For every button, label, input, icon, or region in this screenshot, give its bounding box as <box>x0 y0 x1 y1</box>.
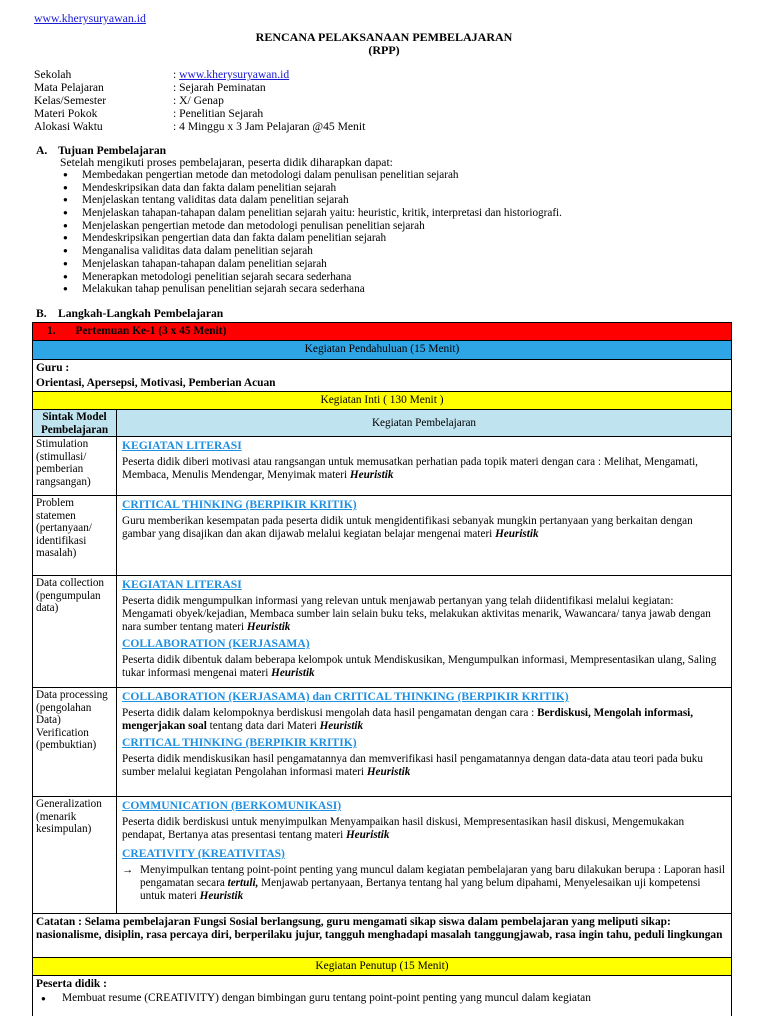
stimulation-row <box>32 437 732 496</box>
processing-row <box>32 688 732 797</box>
arrow-icon: → <box>122 864 134 876</box>
list-item: ● Mendeskripsikan data dan fakta dalam penelitian sejarah <box>60 182 562 195</box>
text: Menyimpulkan tentang point-point penting yang muncul dalam kegiatan pembelajaran yang baru dilakukan berupa : Laporan hasil pengamatan secara <box>140 864 725 889</box>
info-value: : Penelitian Sejarah <box>173 107 264 120</box>
info-value <box>173 68 365 81</box>
intro-band: Kegiatan Pendahuluan (15 Menit) <box>32 341 732 360</box>
generalization-row <box>32 797 732 914</box>
activity-heading: KEGIATAN LITERASI <box>122 439 242 452</box>
list-item: ● Menerapkan metodologi penelitian sejarah secara sederhana <box>60 271 562 284</box>
text: Peserta didik berdiskusi untuk menyimpulkan Menyampaikan hasil diskusi, Mempresentasikan hasil diskusi, Mengemukakan pendapat, Bertanya atas presentasi tentang materi <box>122 816 685 841</box>
activity-cell <box>117 688 731 796</box>
info-table <box>34 68 365 133</box>
info-value: : 4 Minggu x 3 Jam Pelajaran @45 Menit <box>173 120 366 133</box>
info-key: Kelas/Semester <box>34 94 107 107</box>
activity-cell <box>117 496 731 575</box>
list-item: ● Menjelaskan pengertian metode dan metodologi penulisan penelitian sejarah <box>60 220 562 233</box>
core-band: Kegiatan Inti ( 130 Menit ) <box>32 392 732 410</box>
info-value: : X/ Genap <box>173 94 224 107</box>
section-number: B. <box>36 307 47 320</box>
text: Guru memberikan kesempatan pada peserta didik untuk mengidentifikasi sebanyak mungkin pertanyaan yang berkaitan dengan gambar yang disajikan dan akan dijawab melalui kegiatan belajar mengenai materi <box>122 515 693 540</box>
document-subtitle: (RPP) <box>368 43 400 57</box>
guru-label: Guru : <box>36 362 70 374</box>
learning-steps-table <box>32 322 732 1016</box>
collection-row <box>32 576 732 688</box>
activity-text <box>140 864 726 903</box>
activity-text <box>122 753 726 779</box>
list-item: ● Melakukan tahap penulisan penelitian sejarah secara sederhana <box>60 283 562 296</box>
activity-cell <box>117 437 731 495</box>
section-number: A. <box>36 144 48 157</box>
activity-heading: COMMUNICATION (BERKOMUNIKASI) <box>122 799 342 812</box>
list-item: ● Menjelaskan tentang validitas data dalam penelitian sejarah <box>60 194 562 207</box>
activity-text <box>122 515 726 541</box>
activity-heading: CRITICAL THINKING (BERPIKIR KRITIK) <box>122 498 357 511</box>
section-title: Tujuan Pembelajaran <box>58 144 167 157</box>
activity-heading: CRITICAL THINKING (BERPIKIR KRITIK) <box>122 736 357 749</box>
closing-item-text: Membuat resume (CREATIVITY) dengan bimbingan guru tentang point-point penting yang muncul dalam kegiatan <box>62 992 591 1004</box>
info-colon: : <box>173 68 180 81</box>
document-title: RENCANA PELAKSANAAN PEMBELAJARAN <box>255 30 513 44</box>
text: Peserta didik mendiskusikan hasil pengamatannya dan memverifikasi hasil pengamatannya dengan data-data atau teori pada buku sumber melalui kegiatan Pengolahan informasi materi <box>122 753 703 778</box>
syntax-label: Problem statemen (pertanyaan/ identifikasi masalah) <box>33 496 117 575</box>
info-value: : Sejarah Peminatan <box>173 81 266 94</box>
activity-text <box>122 707 726 733</box>
info-row-topic <box>34 107 365 120</box>
list-item: ● Menganalisa validitas data dalam penelitian sejarah <box>60 245 562 258</box>
activity-heading: COLLABORATION (KERJASAMA) <box>122 637 310 650</box>
info-key: Materi Pokok <box>34 107 98 120</box>
syntax-label: Stimulation (stimullasi/ pemberian rangsangan) <box>33 437 117 495</box>
activity-heading: KEGIATAN LITERASI <box>122 578 242 591</box>
text: Menjawab pertanyaan, Bertanya tentang hal yang belum dipahami, Menyelesaikan uji kompetensi untuk materi <box>140 877 701 902</box>
syntax-label: Generalization (menarik kesimpulan) <box>33 797 117 913</box>
activity-heading: CREATIVITY (KREATIVITAS) <box>122 847 285 860</box>
closing-label: Peserta didik : <box>36 978 107 990</box>
text: Peserta didik dalam kelompoknya berdiskusi mengolah data hasil pengamatan dengan cara : <box>122 707 538 719</box>
emph: Heuristik <box>319 720 364 732</box>
info-row-time <box>34 120 365 133</box>
note-row: Catatan : Selama pembelajaran Fungsi Sosial berlangsung, guru mengamati sikap siswa dalam pembelajaran yang meliputi sikap: nasionalisme, disiplin, rasa percaya diri, berperilaku jujur, tangguh menghadapi masalah tanggungjawab, rasa ingin tahu, peduli lingkungan <box>32 914 732 958</box>
emph: Heuristik <box>349 469 394 481</box>
objectives-intro: Setelah mengikuti proses pembelajaran, peserta didik diharapkan dapat: <box>60 156 393 169</box>
activity-cell <box>117 797 731 913</box>
emph: Heuristik <box>246 621 291 633</box>
list-item: ● Menjelaskan tahapan-tahapan dalam penelitian sejarah yaitu: heuristic, kritik, interpretasi dan historiografi. <box>60 207 562 220</box>
column-header-syntax: Sintak Model Pembelajaran <box>33 410 117 436</box>
guru-text: Orientasi, Apersepsi, Motivasi, Pemberian Acuan <box>36 377 276 389</box>
activity-text <box>122 816 726 842</box>
list-item: ● Menjelaskan tahapan-tahapan dalam penelitian sejarah <box>60 258 562 271</box>
list-item: ● Membedakan pengertian metode dan metodologi dalam penulisan penelitian sejarah <box>60 169 562 182</box>
activity-text <box>122 654 726 680</box>
syntax-label: Data processing (pengolahan Data) Verification (pembuktian) <box>33 688 117 796</box>
info-key: Alokasi Waktu <box>34 120 103 133</box>
problem-row <box>32 496 732 576</box>
info-row-class <box>34 94 365 107</box>
text: Peserta didik dibentuk dalam beberapa kelompok untuk Mendiskusikan, Mengumpulkan informasi, Mempresentasikan ulang, Saling tukar informasi mengenai materi <box>122 654 717 679</box>
school-link[interactable]: www.kherysuryawan.id <box>179 68 290 81</box>
emph: Heuristik <box>366 766 411 778</box>
activity-text <box>122 456 726 482</box>
syntax-label: Data collection (pengumpulan data) <box>33 576 117 687</box>
section-b-heading <box>36 307 223 320</box>
emph: tertuli, <box>227 877 259 889</box>
emph: Heuristik <box>345 829 390 841</box>
info-row-subject <box>34 81 365 94</box>
meeting-title: 1. Pertemuan Ke-1 (3 x 45 Menit) <box>47 325 227 337</box>
bullet-icon: ● <box>41 994 46 1003</box>
objectives-list <box>60 169 562 296</box>
info-key: Sekolah <box>34 68 72 81</box>
closing-row <box>32 976 732 1016</box>
column-header-row <box>32 410 732 437</box>
list-item <box>36 992 728 1005</box>
emph: Heuristik <box>495 528 539 540</box>
info-row-school <box>34 68 365 81</box>
info-key: Mata Pelajaran <box>34 81 104 94</box>
bold-text: Berdiskusi, Mengolah informasi, mengerjakan soal <box>122 707 694 732</box>
text: Peserta didik mengumpulkan informasi yang relevan untuk menjawab pertanyan yang telah diidentifikasi melalui kegiatan: Mengamati obyek/kejadian, Membaca sumber lain selain buku teks, melakukan aktivitas menarik, Wawancara/ tanya jawab dengan nara sumber tentang materi <box>122 595 711 633</box>
activity-heading: COLLABORATION (KERJASAMA) dan CRITICAL THINKING (BERPIKIR KRITIK) <box>122 690 569 703</box>
guru-row <box>32 360 732 392</box>
arrow-list-item <box>122 864 726 903</box>
emph: Heuristik <box>199 890 244 902</box>
activity-cell <box>117 576 731 687</box>
site-link[interactable]: www.kherysuryawan.id <box>34 11 146 25</box>
section-title: Langkah-Langkah Pembelajaran <box>58 307 224 320</box>
emph: Heuristik <box>271 667 315 679</box>
text: tentang data dari Materi <box>206 720 320 732</box>
list-item: ● Mendeskripsikan pengertian data dan fakta dalam penelitian sejarah <box>60 232 562 245</box>
column-header-activity: Kegiatan Pembelajaran <box>117 410 731 436</box>
closing-band: Kegiatan Penutup (15 Menit) <box>32 958 732 976</box>
activity-text <box>122 595 726 634</box>
meeting-band <box>32 322 732 341</box>
text: Peserta didik diberi motivasi atau rangsangan untuk memusatkan perhatian pada topik materi dengan cara : Melihat, Mengamati, Membaca, Menulis Mendengar, Menyimak materi <box>122 456 698 481</box>
